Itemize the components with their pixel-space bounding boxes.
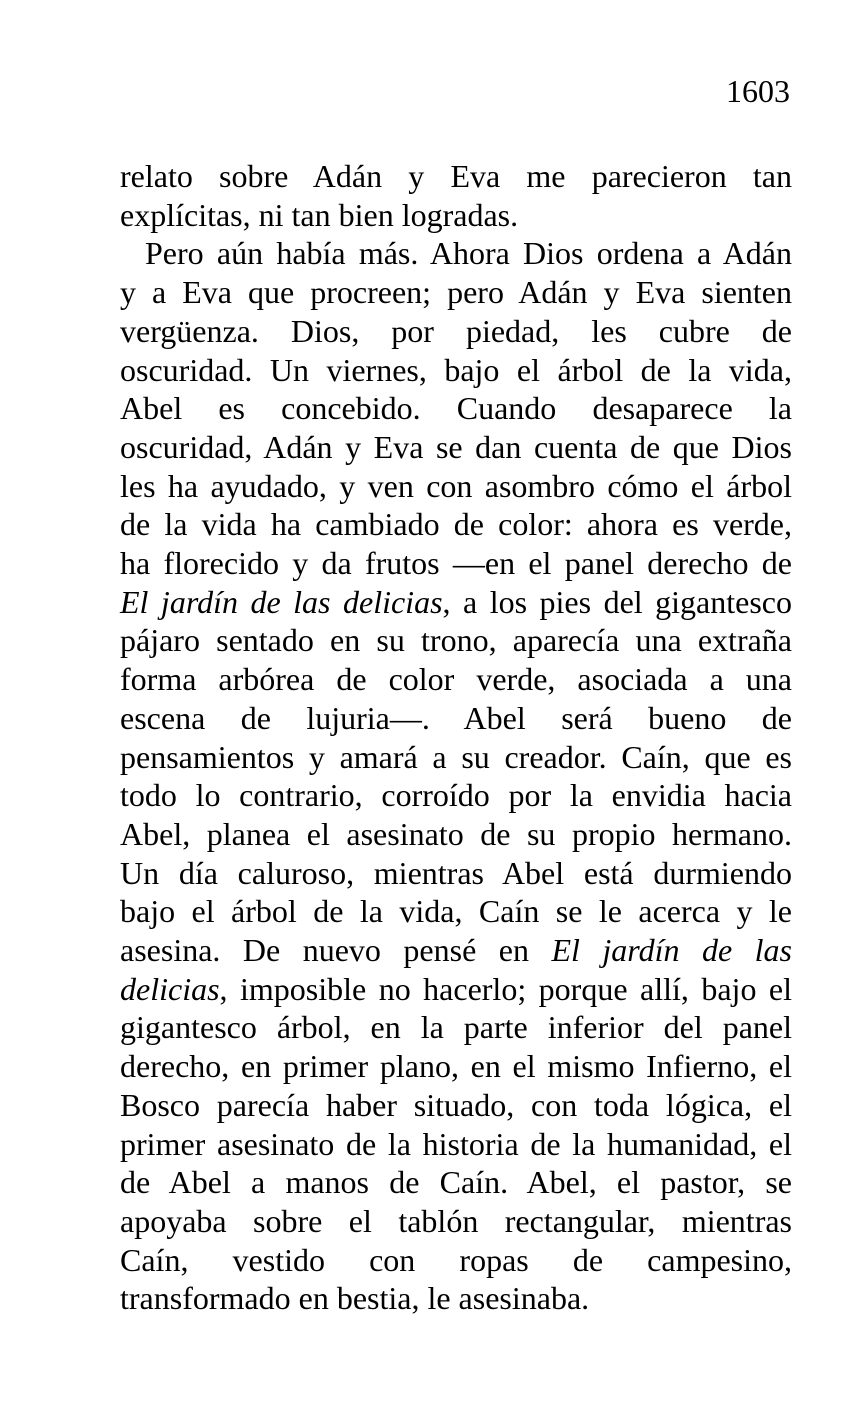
text-run: y a Eva que procreen; pero Adán y Eva sienten — [120, 274, 792, 311]
text-run: de la vida ha cambiado de color: ahora es verde, — [120, 506, 792, 543]
text-run: gigantesco árbol, en la parte inferior del panel — [120, 1009, 792, 1046]
text-run: oscuridad, Adán y Eva se dan cuenta de que Dios — [120, 428, 792, 465]
text-run: ha florecido y da frutos —en el panel derecho de — [120, 545, 792, 582]
text-line — [120, 312, 792, 351]
text-run: Abel, planea el asesinato de su propio hermano. — [120, 815, 792, 852]
italic-book-title: El jardín de las delicias — [120, 583, 443, 620]
text-line — [120, 660, 792, 699]
text-run: relato sobre Adán y Eva me parecieron tan — [120, 158, 792, 194]
text-line — [120, 892, 792, 931]
text-line — [120, 234, 792, 273]
text-run: vergüenza. Dios, por piedad, les cubre de — [120, 312, 792, 349]
text-line — [120, 583, 792, 622]
text-line — [120, 699, 792, 738]
text-line — [120, 815, 792, 854]
text-line — [120, 776, 792, 815]
text-line — [120, 389, 792, 428]
text-run: de Abel a manos de Caín. Abel, el pastor, se — [120, 1164, 792, 1201]
text-run: transformado en bestia, le asesinaba. — [120, 1280, 590, 1317]
text-run: oscuridad. Un viernes, bajo el árbol de la vida, — [120, 351, 792, 388]
text-line — [120, 1279, 792, 1318]
text-run: Pero aún había más. Ahora Dios ordena a Adán — [145, 235, 792, 272]
text-run: pájaro sentado en su trono, aparecía una extraña — [120, 622, 792, 659]
text-line — [120, 1047, 792, 1086]
text-run: forma arbórea de color verde, asociada a una — [120, 661, 792, 698]
text-line — [120, 157, 792, 196]
text-run: , imposible no hacerlo; porque allí, bajo el — [219, 970, 792, 1007]
text-run: Un día caluroso, mientras Abel está durmiendo — [120, 854, 792, 891]
page-number: 1603 — [726, 73, 790, 109]
text-line — [120, 505, 792, 544]
text-run: Abel es concebido. Cuando desaparece la — [120, 390, 792, 427]
text-line — [120, 1008, 792, 1047]
text-line — [120, 273, 792, 312]
text-run: escena de lujuria—. Abel será bueno de — [120, 699, 792, 736]
italic-book-title: delicias — [120, 970, 220, 1007]
text-line — [120, 1241, 792, 1280]
text-line — [120, 931, 792, 970]
text-run: pensamientos y amará a su creador. Caín, que es — [120, 738, 792, 775]
text-run: explícitas, ni tan bien logradas. — [120, 196, 519, 233]
text-run: Bosco parecía haber situado, con toda lógica, el — [120, 1086, 792, 1123]
text-line — [120, 467, 792, 506]
text-run: asesina. De nuevo pensé en — [120, 932, 552, 969]
text-run: Caín, vestido con ropas de campesino, — [120, 1241, 792, 1278]
text-line — [120, 854, 792, 893]
text-run: , a los pies del gigantesco — [442, 583, 793, 620]
italic-book-title: El jardín de las — [551, 932, 793, 969]
text-line — [120, 1086, 792, 1125]
text-line — [120, 351, 792, 390]
text-line — [120, 1163, 792, 1202]
text-run: derecho, en primer plano, en el mismo Infierno, el — [120, 1048, 792, 1085]
text-line — [120, 1202, 792, 1241]
text-run: todo lo contrario, corroído por la envidia hacia — [120, 777, 792, 814]
text-line — [120, 738, 792, 777]
text-run: primer asesinato de la historia de la humanidad, el — [120, 1125, 792, 1162]
text-block — [120, 157, 792, 1318]
text-line — [120, 621, 792, 660]
text-run: bajo el árbol de la vida, Caín se le acerca y le — [120, 893, 792, 930]
text-run: apoyaba sobre el tablón rectangular, mientras — [120, 1202, 792, 1239]
text-run: les ha ayudado, y ven con asombro cómo el árbol — [120, 467, 792, 504]
text-line — [120, 196, 792, 235]
text-line — [120, 544, 792, 583]
text-line — [120, 428, 792, 467]
text-line — [120, 1125, 792, 1164]
text-line — [120, 970, 792, 1009]
